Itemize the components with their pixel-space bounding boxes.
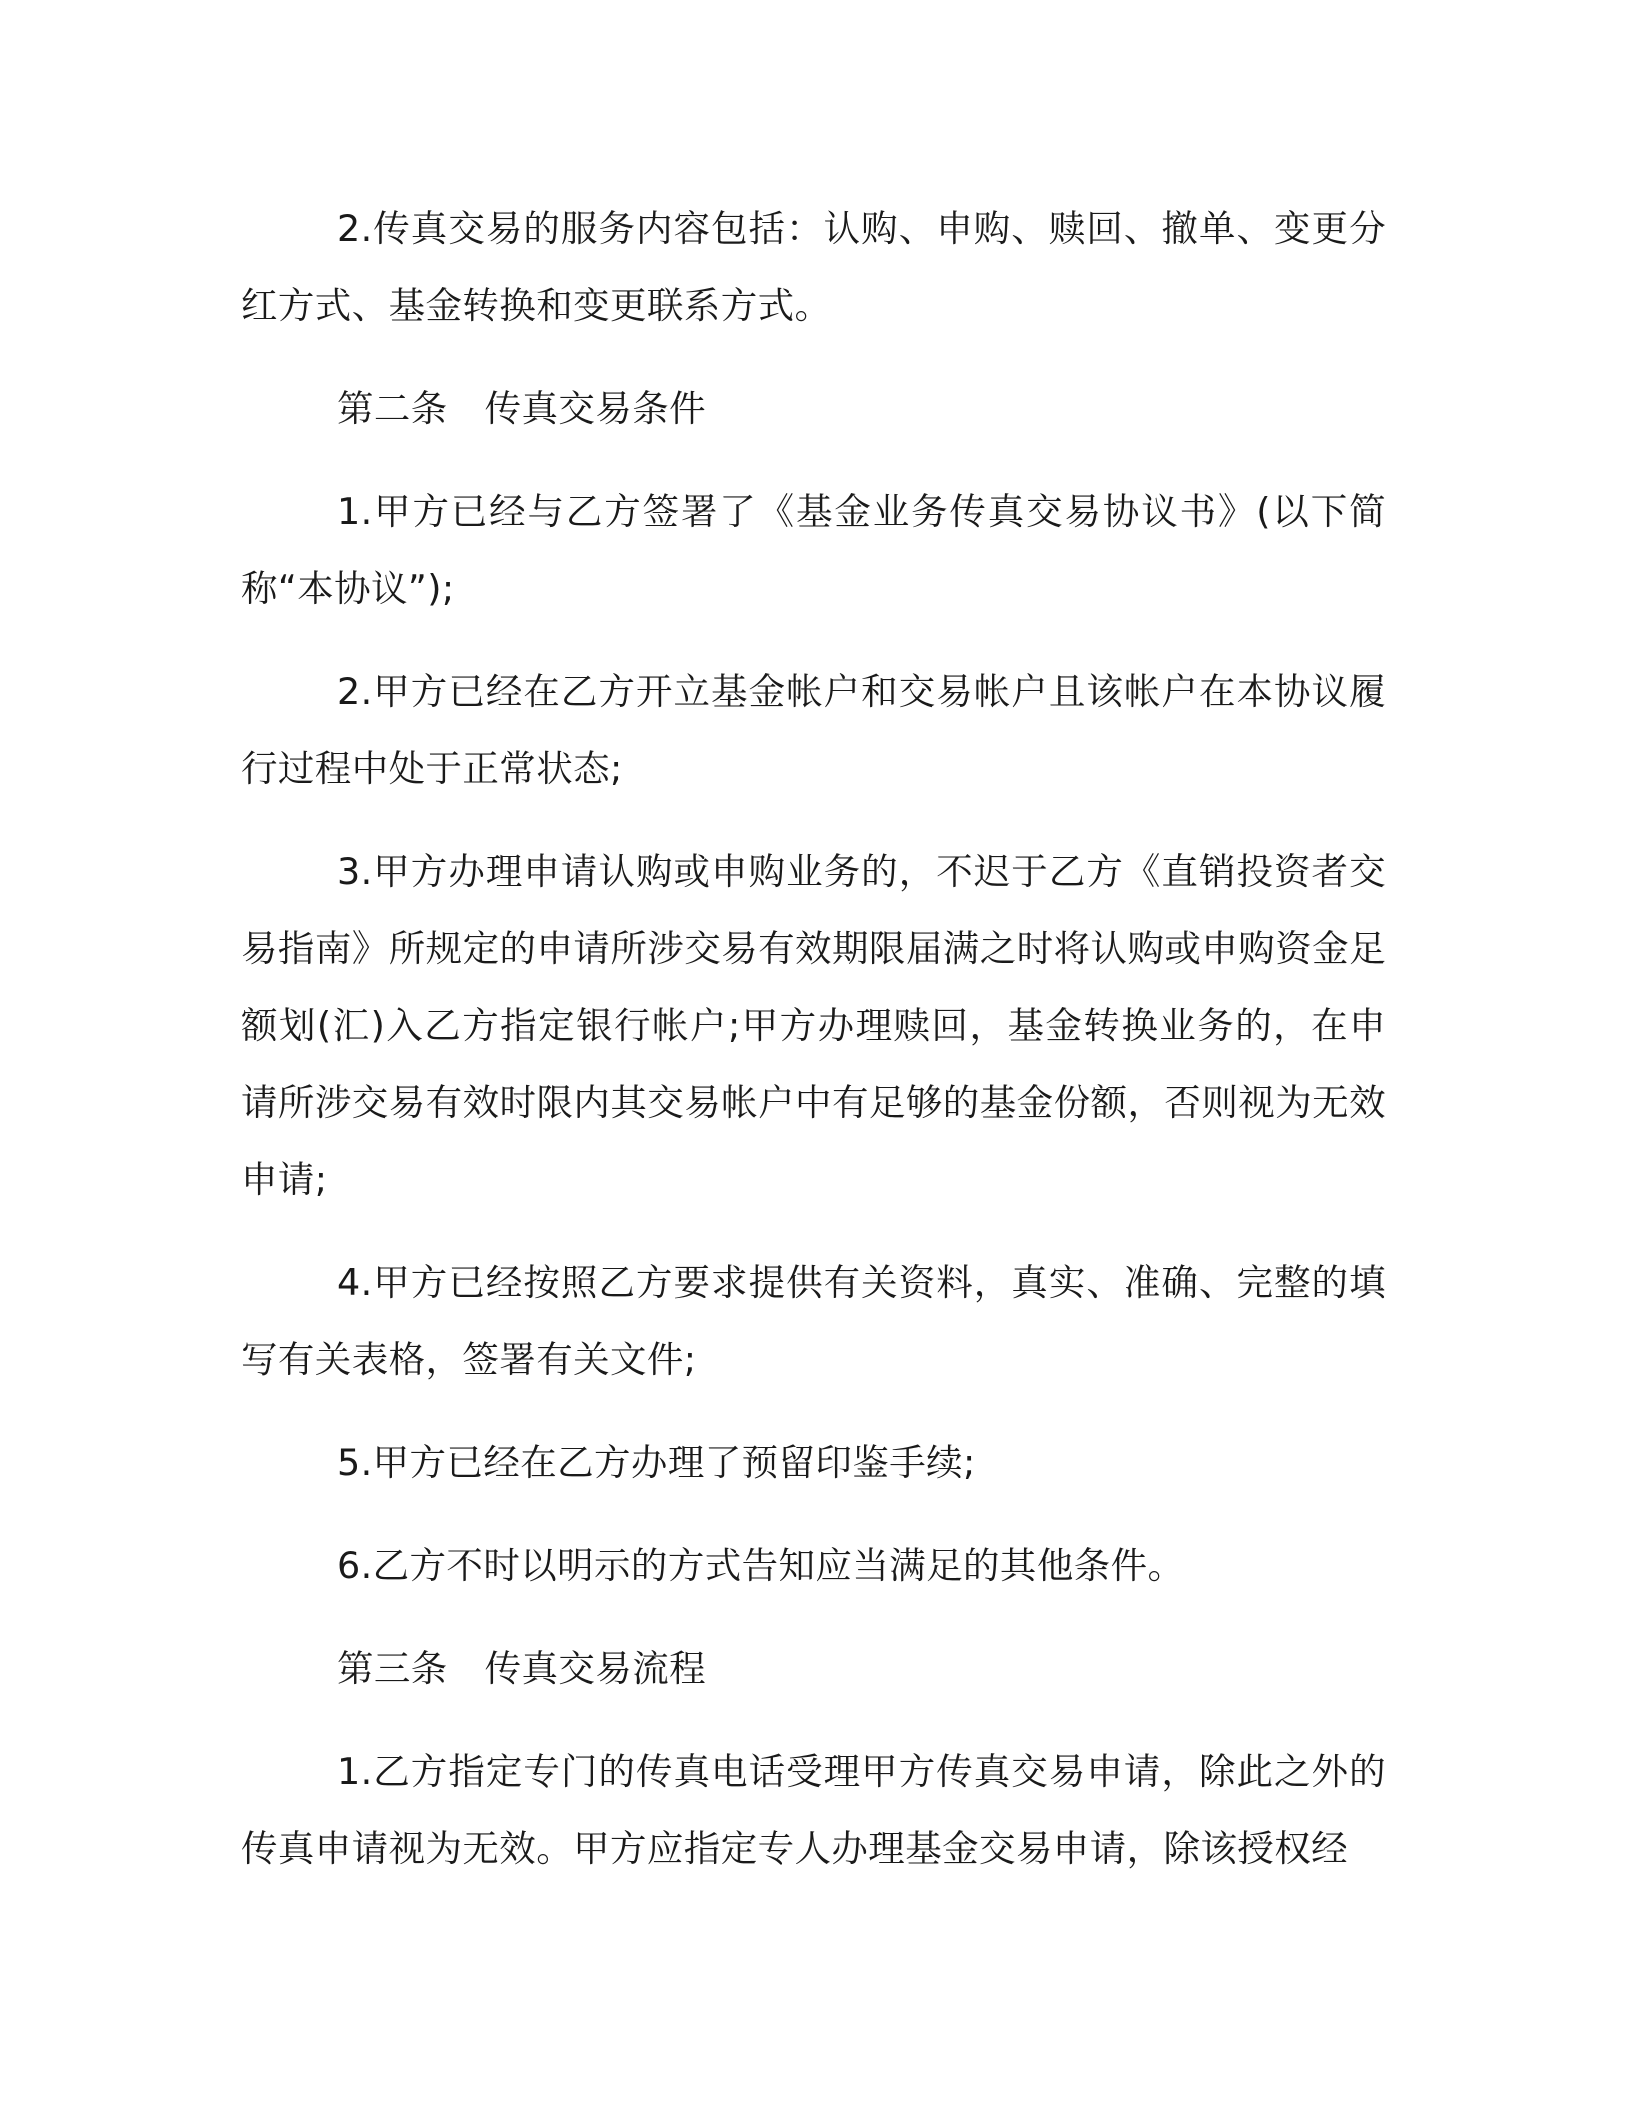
- paragraph-service-content: 2.传真交易的服务内容包括：认购、申购、赎回、撤单、变更分红方式、基金转换和变更联系方式。: [241, 207, 1386, 327]
- paragraph-condition-2: 2.甲方已经在乙方开立基金帐户和交易帐户且该帐户在本协议履行过程中处于正常状态;: [241, 670, 1386, 790]
- paragraph-condition-3: 3.甲方办理申请认购或申购业务的，不迟于乙方《直销投资者交易指南》所规定的申请所涉交易有效期限届满之时将认购或申购资金足额划(汇)入乙方指定银行帐户;甲方办理赎回，基金转换业务的，在申请所涉交易有效时限内其交易帐户中有足够的基金份额，否则视为无效申请;: [241, 850, 1386, 1201]
- paragraph-process-1: 1.乙方指定专门的传真电话受理甲方传真交易申请，除此之外的传真申请视为无效。甲方应指定专人办理基金交易申请，除该授权经: [241, 1750, 1386, 1870]
- section-heading-article-2: 第二条 传真交易条件: [337, 387, 706, 430]
- document-body: [241, 190, 1386, 1913]
- paragraph-condition-1: 1.甲方已经与乙方签署了《基金业务传真交易协议书》(以下简称“本协议”);: [241, 490, 1386, 610]
- paragraph-condition-5: 5.甲方已经在乙方办理了预留印鉴手续;: [337, 1441, 976, 1484]
- section-heading-article-3: 第三条 传真交易流程: [337, 1647, 706, 1690]
- paragraph-condition-6: 6.乙方不时以明示的方式告知应当满足的其他条件。: [337, 1544, 1185, 1587]
- paragraph-condition-4: 4.甲方已经按照乙方要求提供有关资料，真实、准确、完整的填写有关表格，签署有关文件;: [241, 1261, 1386, 1381]
